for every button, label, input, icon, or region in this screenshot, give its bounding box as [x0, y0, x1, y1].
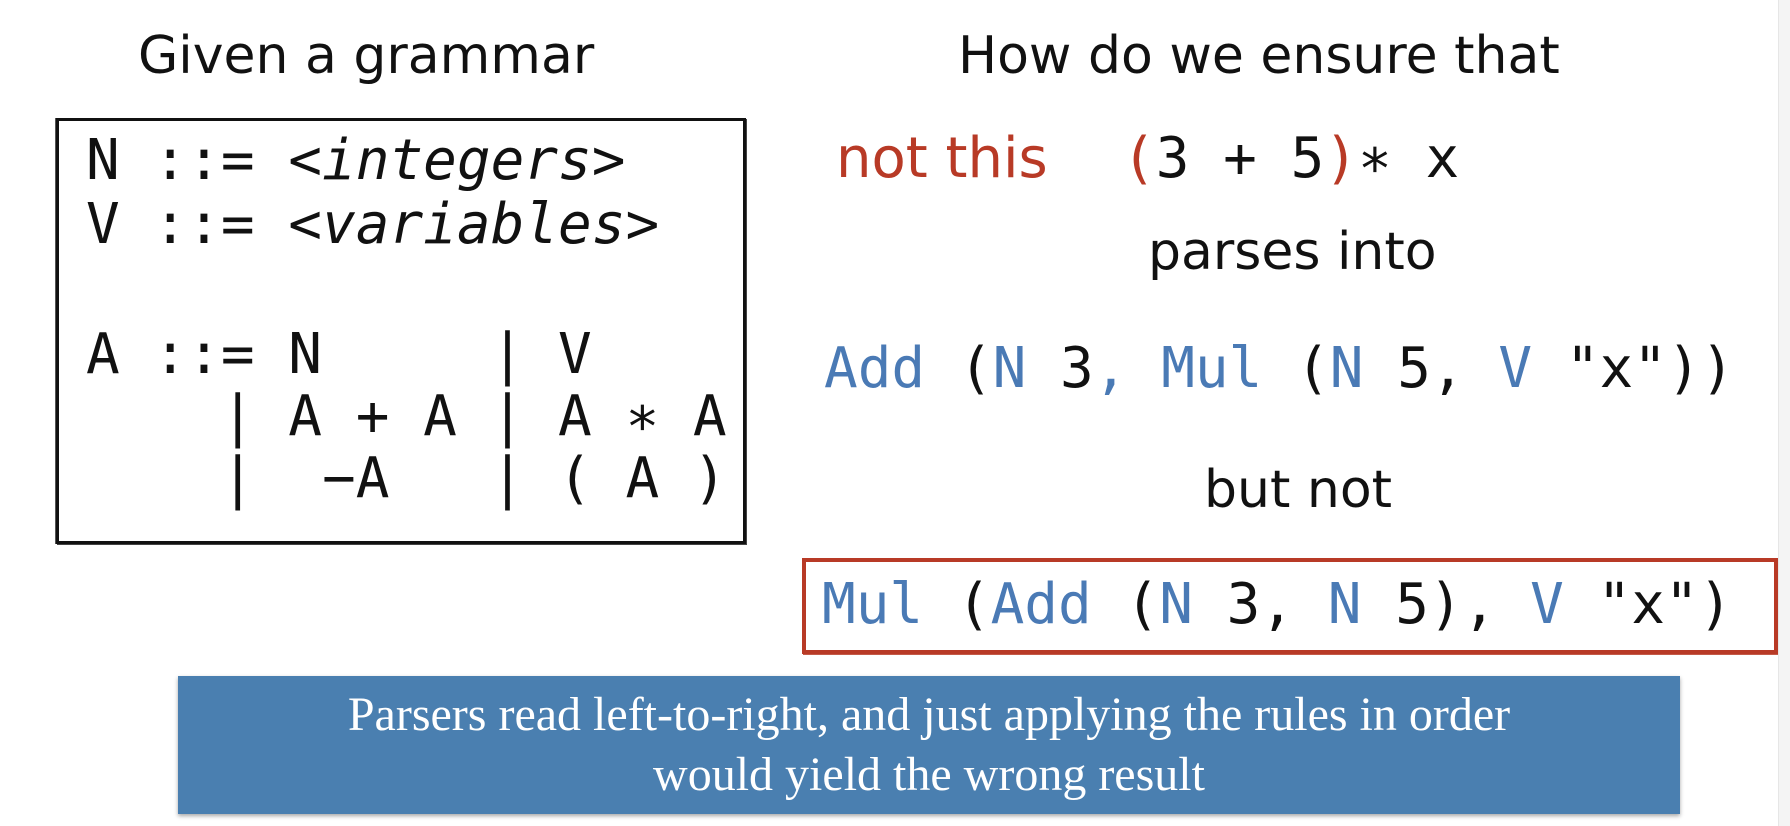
parses-into-text: parses into: [1148, 222, 1437, 282]
correct-xstr: "x")): [1532, 336, 1735, 401]
correct-v: V: [1498, 336, 1533, 401]
not-this-label: [836, 126, 1048, 191]
wrong-parse: [822, 572, 1732, 637]
wrong-n2: N: [1327, 572, 1362, 637]
banner-line-2: would yield the wrong result: [653, 748, 1205, 801]
correct-p1: (: [925, 336, 993, 401]
but-not-text: but not: [1204, 460, 1393, 520]
banner-line-1: Parsers read left-to-right, and just applying the rules in order: [347, 688, 1511, 741]
correct-add: Add: [824, 336, 926, 401]
grammar-line-c: | −A | ( A ): [86, 446, 727, 511]
correct-comma: ,: [1093, 336, 1162, 401]
grammar-line-v: [86, 192, 659, 257]
example-expression: [1122, 126, 1459, 191]
correct-n2: N: [1329, 336, 1364, 401]
wrong-xstr: "x"): [1563, 572, 1733, 637]
close-paren: ): [1324, 126, 1359, 191]
grammar-v-rhs: <variables>: [288, 192, 660, 257]
example-inner: 3 + 5: [1155, 126, 1325, 191]
grammar-line-a: A ::= N | V: [86, 322, 592, 387]
left-title: Given a grammar: [138, 26, 595, 86]
correct-v5: 5,: [1363, 336, 1499, 401]
wrong-v: V: [1530, 572, 1564, 637]
correct-mul: Mul: [1161, 336, 1263, 401]
correct-p2: (: [1262, 336, 1330, 401]
correct-v3: 3: [1026, 336, 1094, 401]
grammar-n-prefix: N ::=: [86, 128, 289, 193]
wrong-add: Add: [990, 572, 1092, 637]
open-paren: (: [1122, 126, 1156, 191]
right-title: How do we ensure that: [958, 26, 1560, 86]
grammar-line-b: | A + A | A ∗ A: [86, 384, 727, 449]
wrong-mul: Mul: [822, 572, 924, 637]
correct-n1: N: [992, 336, 1027, 401]
wrong-v5: 5),: [1361, 572, 1531, 637]
scrollbar[interactable]: [1778, 0, 1790, 826]
not-this-text: not this: [836, 126, 1048, 191]
grammar-line-n: [86, 128, 625, 193]
correct-parse: [824, 336, 1734, 401]
wrong-p2: (: [1091, 572, 1160, 637]
grammar-v-prefix: V ::=: [86, 192, 289, 257]
conclusion-banner: [178, 676, 1680, 814]
wrong-v3: 3,: [1192, 572, 1328, 637]
wrong-p1: (: [923, 572, 991, 637]
grammar-n-rhs: <integers>: [288, 128, 626, 193]
example-rest: ∗ x: [1358, 126, 1460, 191]
wrong-n1: N: [1159, 572, 1193, 637]
